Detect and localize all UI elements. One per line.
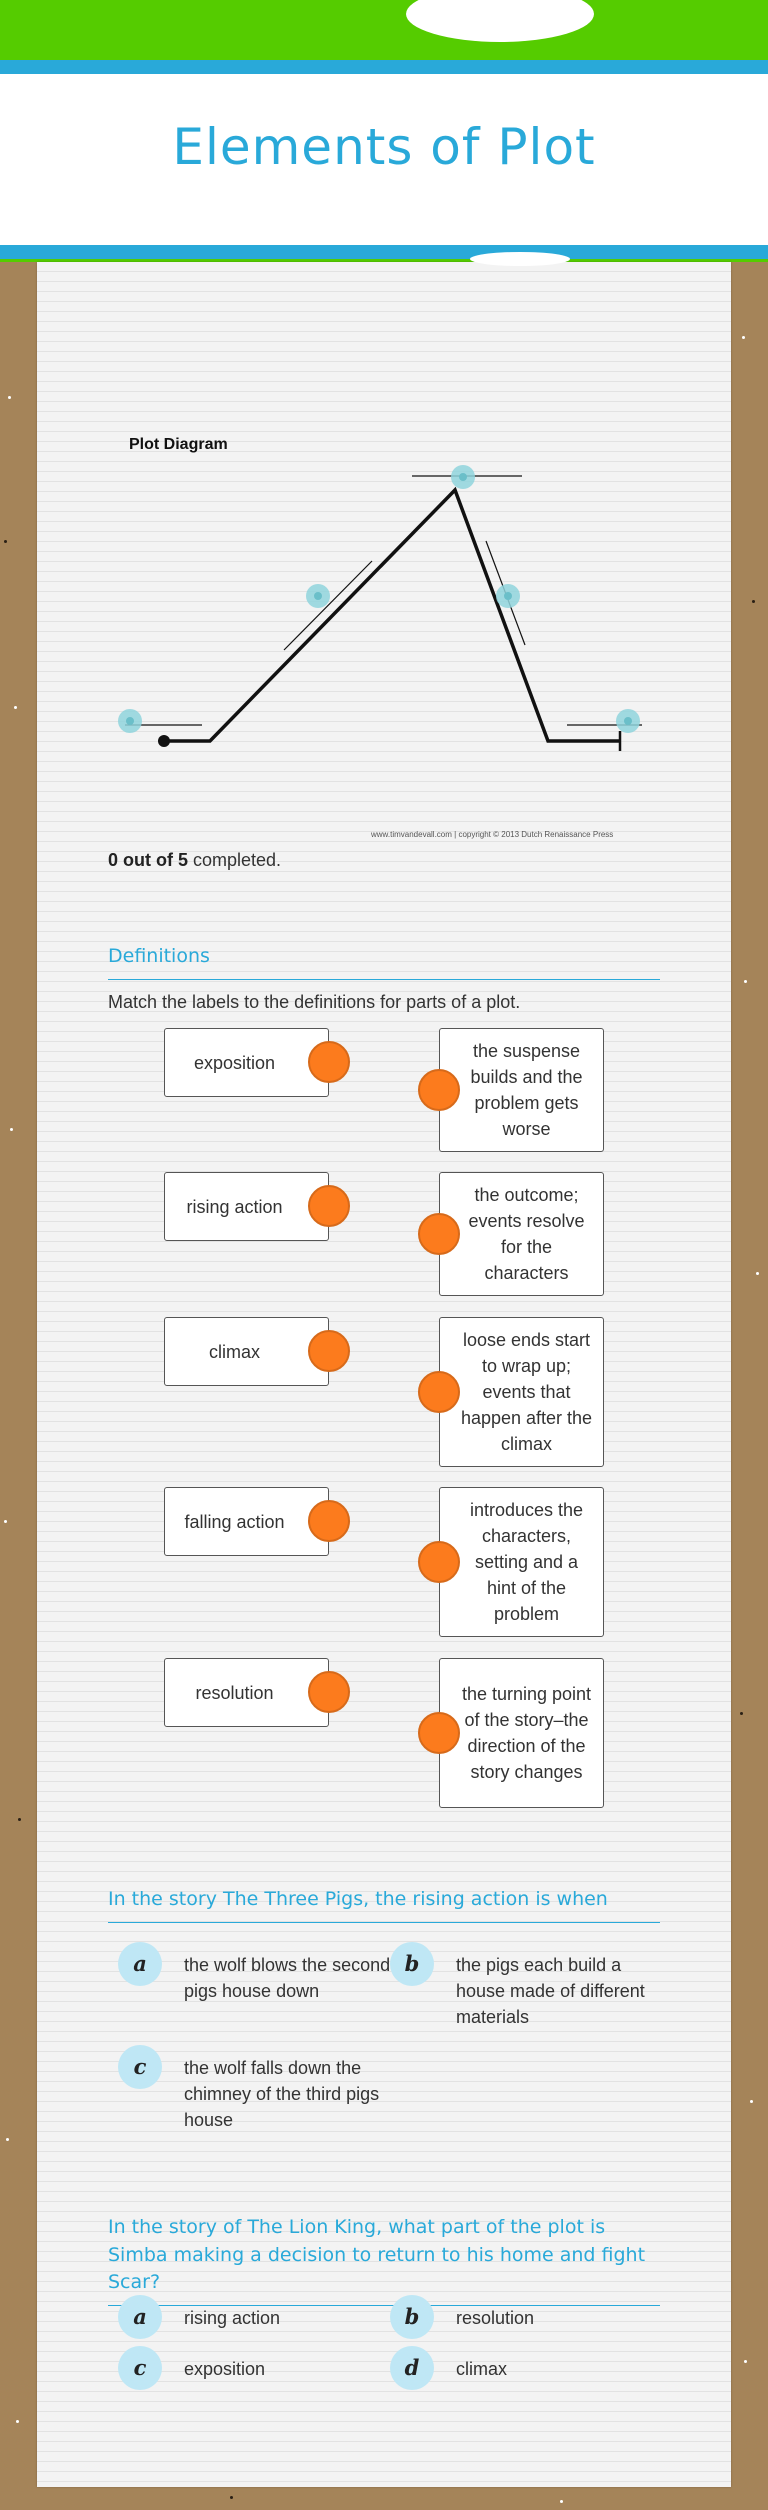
question-1-title: In the story The Three Pigs, the rising action is when [108,1886,660,1923]
match-definition[interactable] [439,1028,604,1152]
choice-text: the pigs each build a house made of different materials [456,1955,645,2027]
choice-text: exposition [184,2359,266,2379]
cork-dot [752,600,755,603]
header-stripe-top [0,60,768,74]
plot-credit: www.timvandevall.com | copyright © 2013 Dutch Renaissance Press [371,830,614,839]
choice-letter-badge[interactable]: d [390,2346,434,2390]
definitions-title: Definitions [108,943,660,980]
cork-dot [18,1818,21,1821]
match-connector-dot[interactable] [418,1541,460,1583]
plot-line [158,490,620,751]
match-connector-dot[interactable] [418,1712,460,1754]
progress-text [108,850,281,871]
match-connector-dot[interactable] [308,1185,350,1227]
question-2-title: In the story of The Lion King, what part of the plot is Simba making a decision to return to his home and fight Scar? [108,2214,660,2306]
match-label-text: resolution [195,1682,274,1703]
progress-count: 0 out of 5 [108,850,188,870]
cork-dot [744,2360,747,2363]
choice-text: the wolf falls down the chimney of the third pigs house [184,2058,380,2130]
header-decoration [470,252,570,266]
match-definition[interactable] [439,1658,604,1808]
match-connector-dot[interactable] [308,1671,350,1713]
match-connector-dot[interactable] [418,1371,460,1413]
cork-dot [230,2496,233,2499]
match-definition-text: the turning point of the story–the direction of the story changes [461,1684,592,1782]
definitions-instruction: Match the labels to the definitions for parts of a plot. [108,992,521,1012]
choice-letter-badge[interactable]: b [390,1942,434,1986]
choice-text: resolution [456,2308,535,2328]
match-connector-dot[interactable] [308,1500,350,1542]
cork-dot [742,336,745,339]
cork-dot [560,2500,563,2503]
plot-diagram [90,425,670,845]
match-definition-text: loose ends start to wrap up; events that happen after the climax [460,1330,593,1454]
progress-suffix: completed. [188,850,282,870]
cork-dot [4,1520,7,1523]
match-label-resolution[interactable] [164,1658,329,1727]
match-label-exposition[interactable] [164,1028,329,1097]
match-definition[interactable] [439,1172,604,1296]
match-connector-dot[interactable] [308,1330,350,1372]
match-label-text: rising action [186,1196,283,1217]
choice-letter-badge[interactable]: c [118,2045,162,2089]
match-label-text: exposition [193,1052,276,1073]
match-connector-dot[interactable] [418,1069,460,1111]
cork-dot [14,706,17,709]
match-label-falling-action[interactable] [164,1487,329,1556]
match-label-climax[interactable] [164,1317,329,1386]
choice-letter-badge[interactable]: a [118,1942,162,1986]
match-definition[interactable] [439,1317,604,1467]
choice-text: the wolf blows the second pigs house down [184,1955,391,2001]
cork-dot [756,1272,759,1275]
match-label-text: climax [208,1341,260,1362]
match-connector-dot[interactable] [308,1041,350,1083]
match-connector-dot[interactable] [418,1213,460,1255]
plot-diagram-title: Plot Diagram [129,436,228,453]
cork-dot [10,1128,13,1131]
match-definition-text: the outcome; events resolve for the characters [468,1185,585,1283]
choice-letter-badge[interactable]: c [118,2346,162,2390]
page-title: Elements of Plot [172,118,596,176]
header-stripe-bottom [0,245,768,259]
choice-letter-badge[interactable]: b [390,2295,434,2339]
cork-dot [8,396,11,399]
plot-label-lines [125,476,642,725]
match-definition[interactable] [439,1487,604,1637]
match-label-rising-action[interactable] [164,1172,329,1241]
choice-letter-badge[interactable]: a [118,2295,162,2339]
choice-text: climax [456,2359,508,2379]
cork-dot [6,2138,9,2141]
match-definition-text: the suspense builds and the problem gets worse [470,1041,583,1139]
cork-dot [16,2420,19,2423]
cork-dot [750,2100,753,2103]
plot-hotspots [118,465,640,733]
choice-text: rising action [184,2308,281,2328]
match-label-text: falling action [184,1511,285,1532]
cork-dot [4,540,7,543]
cork-dot [740,1712,743,1715]
cork-dot [744,980,747,983]
match-definition-text: introduces the characters, setting and a hint of the problem [469,1500,584,1624]
